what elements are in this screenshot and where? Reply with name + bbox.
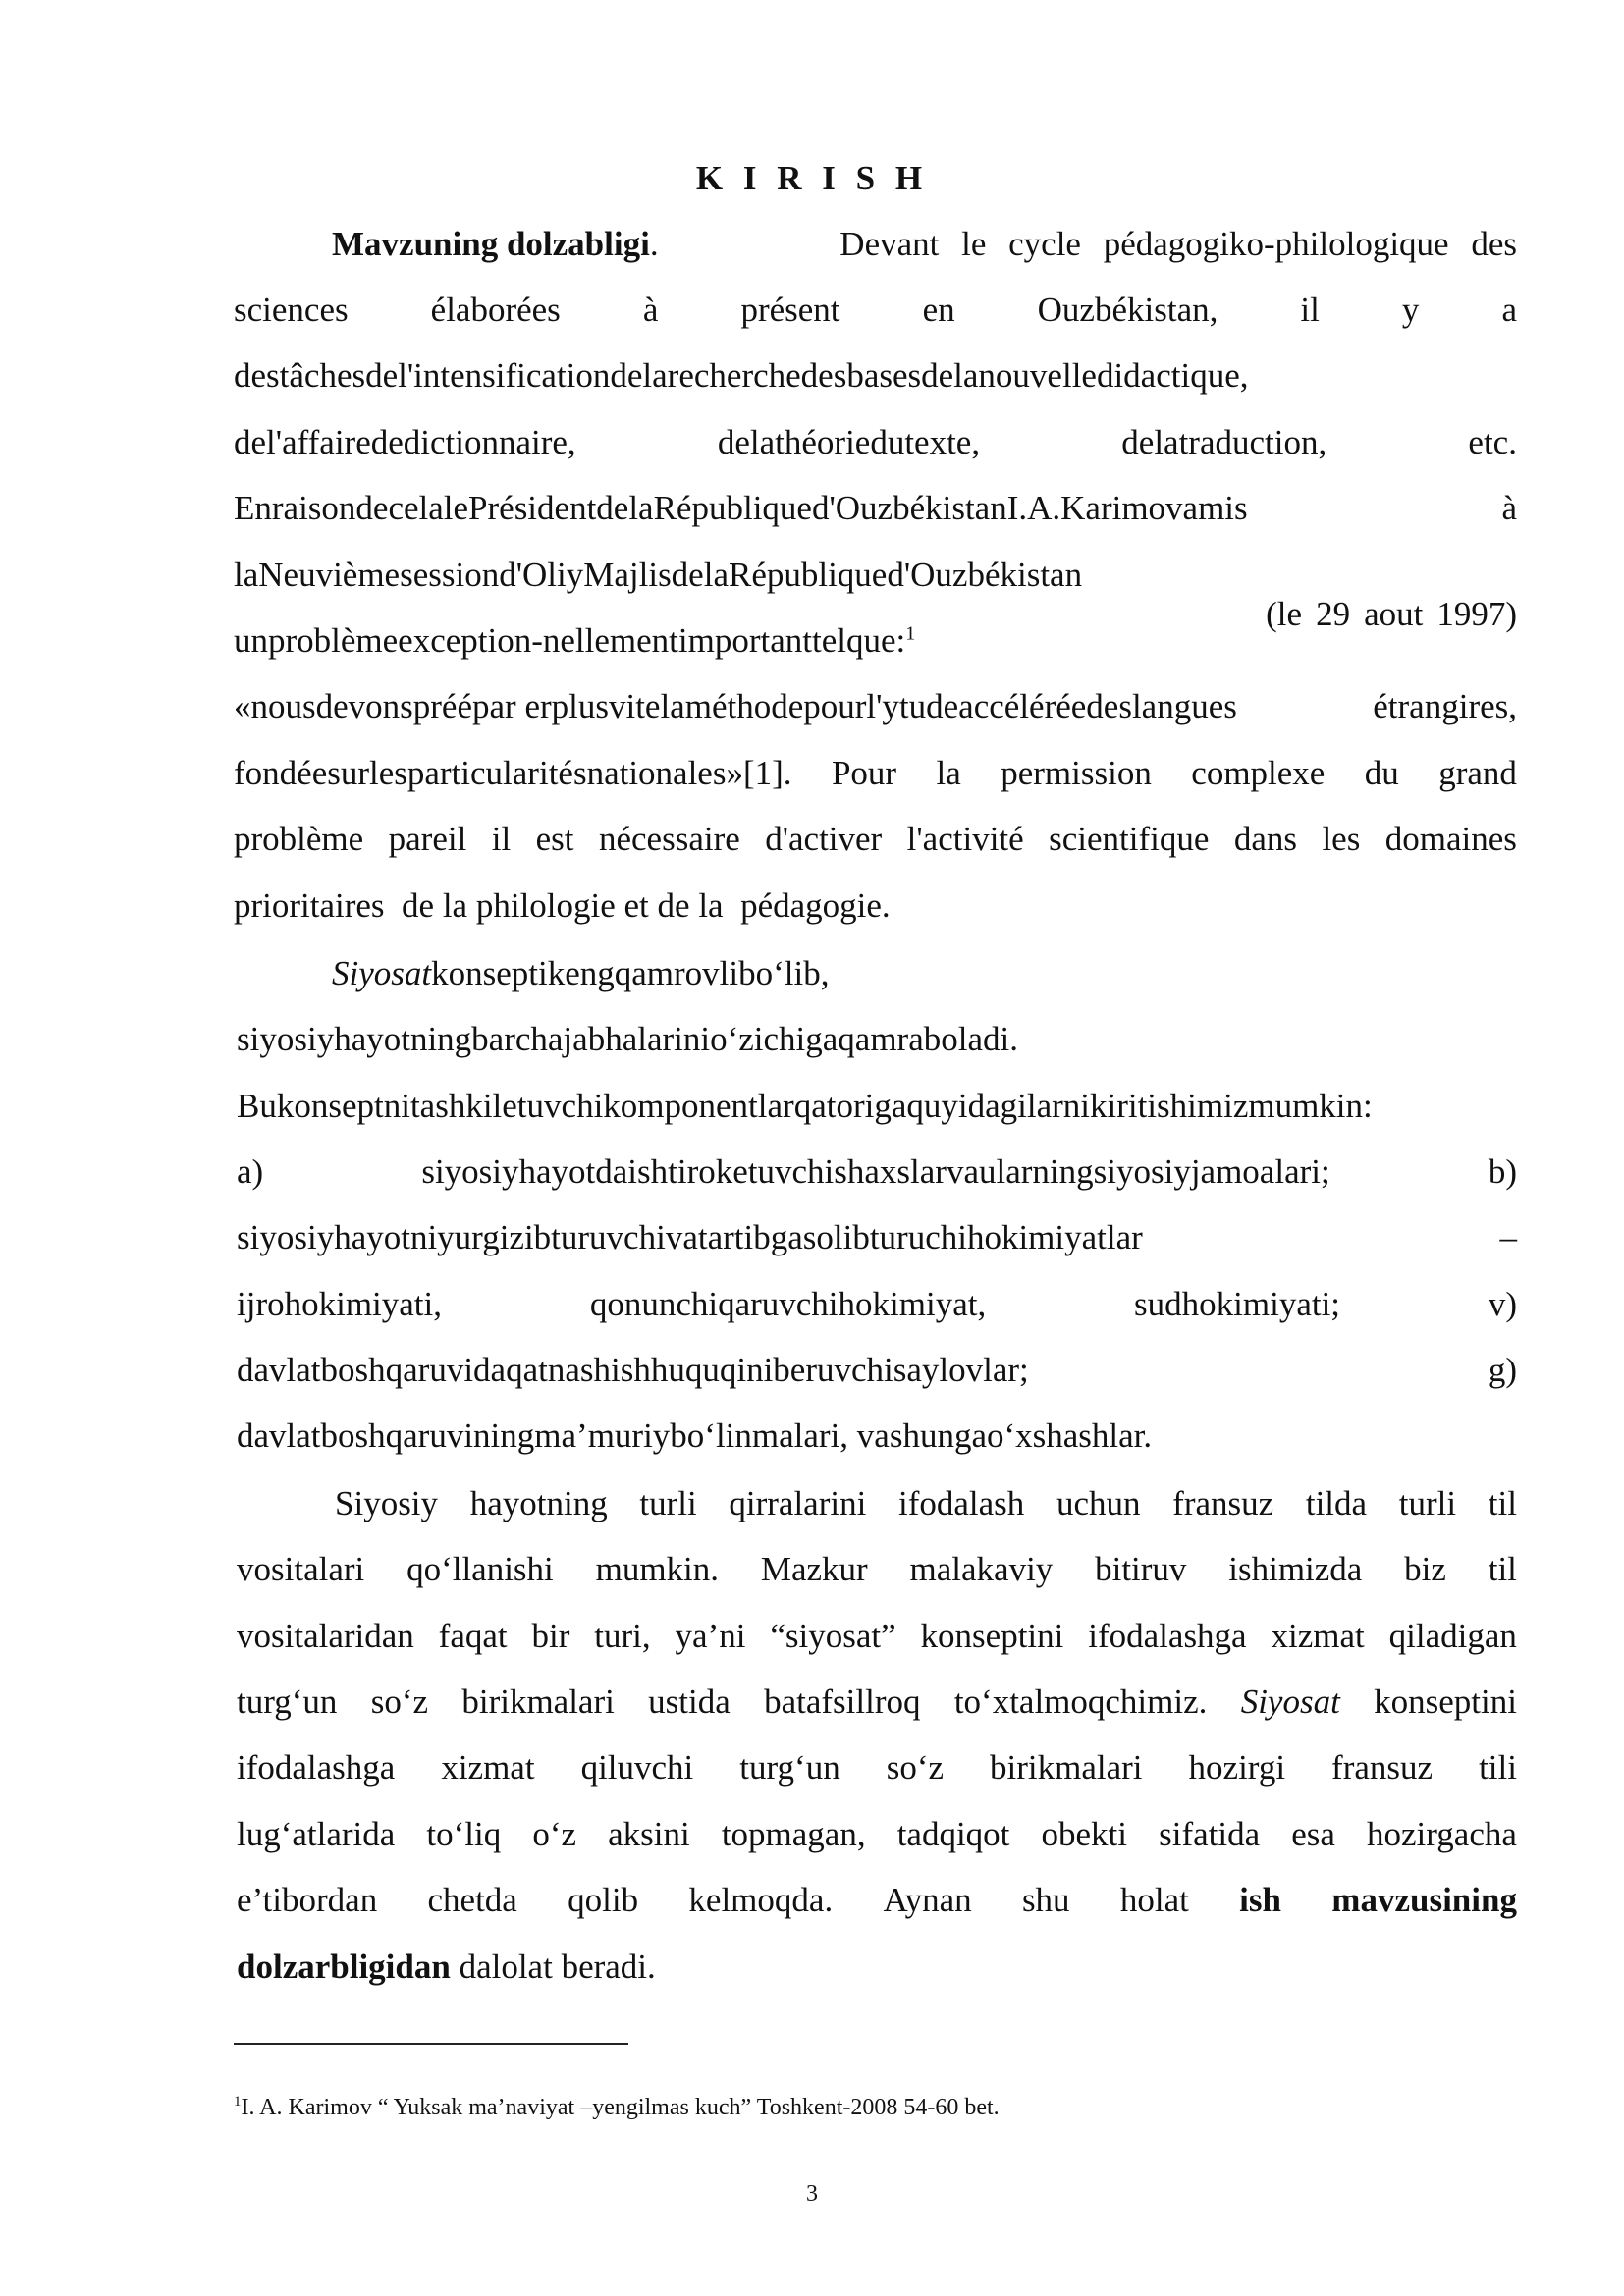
p3-line-3: vositalaridan faqat bir turi, ya’ni “siyosat” konseptini ifodalashga xizmat qiladigan [237,1617,1517,1655]
p2-line-3: Bukonseptnitashkiletuvchikomponentlarqatorigaquyidagilarnikiritishimizmumkin: [237,1087,1373,1125]
footnote-text: I. A. Karimov “ Yuksak ma’naviyat –yengilmas kuch” Toshkent-2008 54-60 bet. [241,2095,1000,2120]
chapter-title: K I R I S H [695,159,929,197]
p1-line-3: destâchesdel'intensificationdelarecherchedesbasesdelanouvelledidactique, [234,356,1249,395]
p1-line-4: del'affairededictionnaire, delathéoriedutexte, delatraduction, etc. [234,423,1517,461]
p3-line-7: e’tibordan chetda qolib kelmoqda. Aynan shu holat ish mavzusining [237,1881,1517,1919]
p1-line-10: problème pareil il est nécessaire d'activer l'activité scientifique dans les domaines [234,820,1517,858]
p1-line-9: fondéesurlesparticularitésnationales»[1]. Pour la permission complexe du grand [234,754,1517,792]
p3-line-1: Siyosiy hayotning turli qirralarini ifodalash uchun fransuz tilda turli til [335,1484,1517,1522]
p3-line-2: vositalari qo‘llanishi mumkin. Mazkur malakaviy bitiruv ishimizda biz til [237,1550,1517,1588]
p2-line-8: davlatboshqaruviningma’muriybo‘linmalari, vashungao‘xshashlar. [237,1416,1153,1455]
p1-line-1: Mavzuning dolzabligi. Devant le cycle pédagogiko-philologique des [332,225,1517,263]
p2-line-2: siyosiyhayotningbarchajabhalarinio‘zichigaqamraboladi. [237,1020,1018,1058]
p2-line-4: a) siyosiyhayotdaishtiroketuvchishaxslarvaularningsiyosiyjamoalari; b) [237,1152,1517,1191]
footnote-separator [234,2043,628,2045]
p1-line-2: sciences élaborées à présent en Ouzbékistan, il y a [234,291,1517,329]
footnote [234,2093,1000,2122]
footnote-ref: 1 [905,622,916,645]
p2-line-7: davlatboshqaruvidaqatnashishhuquqiniberuvchisaylovlar; g) [237,1351,1517,1389]
p1-line-5: EnraisondecelalePrésidentdelaRépubliqued'OuzbékistanI.A.Karimovamis à [234,489,1517,527]
page-number: 3 [806,2181,818,2207]
p2-line-1: Siyosatkonseptikengqamrovlibo‘lib, [332,954,830,992]
p2-line-5: siyosiyhayotniyurgizibturuvchivatartibgasolibturuchihokimiyatlar – [237,1218,1517,1256]
topic-heading: Mavzuning dolzabligi [332,225,650,263]
p1-line-11: prioritaires de la philologie et de la pédagogie. [234,886,891,925]
footnote-number: 1 [234,2094,242,2109]
p2-line-6: ijrohokimiyati, qonunchiqaruvchihokimiyat, sudhokimiyati; v) [237,1285,1517,1323]
p3-line-4: turg‘un so‘z birikmalari ustida batafsillroq to‘xtalmoqchimiz. Siyosat konseptini [237,1682,1517,1721]
p1-line-8: «nousdevonspréépar erplusvitelaméthodepourl'ytudeaccéléréedeslangues étrangires, [234,687,1517,725]
p3-line-6: lug‘atlarida to‘liq o‘z aksini topmagan, tadqiqot obekti sifatida esa hozirgacha [237,1815,1517,1853]
p1-line-7: unproblèmeexception-nellementimportanttelque:$^1$ [234,621,916,660]
p1-line-6: laNeuvièmesessiond'OliyMajlisdelaRépubliqued'Ouzbékistan (le 29 aout 1997) [234,556,1517,633]
p3-line-5: ifodalashga xizmat qiluvchi turg‘un so‘z birikmalari hozirgi fransuz tili [237,1748,1517,1787]
p3-line-8: dolzarbligidan dalolat beradi. [237,1948,656,1986]
